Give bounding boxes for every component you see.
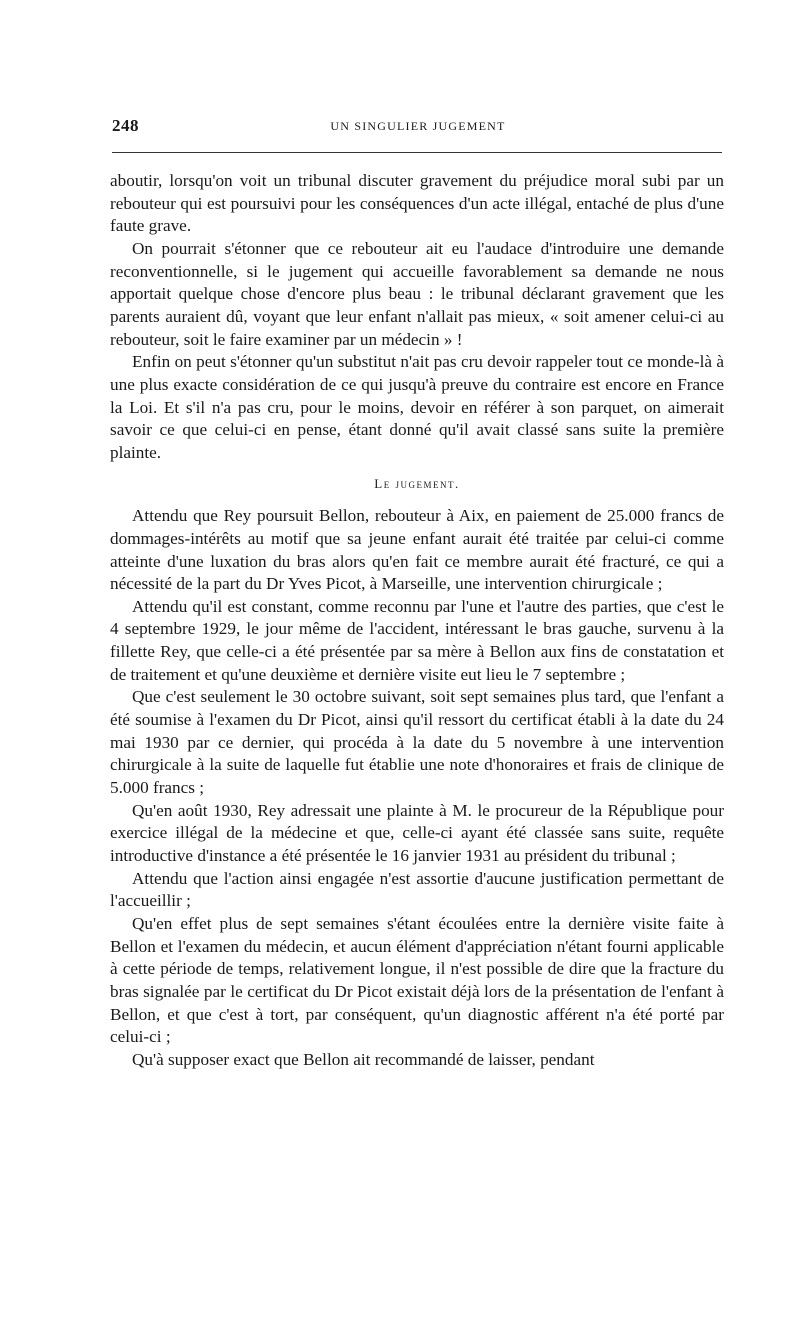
paragraph: Enfin on peut s'étonner qu'un substitut n'ait pas cru devoir rappeler tout ce monde-là à une plus exacte considération de ce qui jusqu'à preuve du contraire est encore en France la Loi. Et s'il n'a pas cru, pour le moins, devoir en référer à son parquet, on aimerait savoir ce que celui-ci en pense, étant donné qu'il avait classé sans suite la première plainte.: [110, 352, 724, 462]
section-heading: Le jugement.: [374, 475, 460, 491]
paragraph: Qu'en août 1930, Rey adressait une plainte à M. le procureur de la République pour exercice illégal de la médecine et que, celle-ci ayant été classée sans suite, requête introductive d'instance a été présentée le 16 janvier 1931 au président du tribunal ;: [110, 800, 724, 866]
paragraph: Qu'en effet plus de sept semaines s'étant écoulées entre la dernière visite faite à Bellon et l'examen du médecin, et aucun élément d'appréciation n'étant fourni applicable à cette période de temps, relativement longue, il n'est possible de dire que la fracture du bras signalée par le certificat du Dr Picot existait déjà lors de la présentation de l'enfant à Bellon, et que c'est à tort, par conséquent, qu'un diagnostic afférent n'a été porté par celui-ci ;: [110, 914, 724, 1047]
paragraph: Attendu que Rey poursuit Bellon, rebouteur à Aix, en paiement de 25.000 francs de dommages-intérêts au motif que sa jeune enfant aurait été traitée par celui-ci comme atteinte d'une luxation du bras alors qu'en fait ce membre aurait été fracturé, ce qui a nécessité de la part du Dr Yves Picot, à Marseille, une intervention chirurgicale ;: [110, 506, 724, 594]
paragraph: On pourrait s'étonner que ce rebouteur ait eu l'audace d'introduire une demande reconventionnelle, si le jugement qui accueille favorablement sa demande ne nous apportait quelque chose d'encore plus beau : le tribunal déclarant gravement que les parents auraient dû, voyant que leur enfant n'allait pas mieux, « soit amener celui-ci au rebouteur, soit le faire examiner par un médecin » !: [110, 238, 724, 349]
paragraph: aboutir, lorsqu'on voit un tribunal discuter gravement du préjudice moral subi par un rebouteur qui est poursuivi pour les conséquences d'un acte illégal, entaché de plus d'une faute grave.: [110, 171, 724, 236]
header-rule: [112, 152, 722, 153]
paragraph: Attendu que l'action ainsi engagée n'est assortie d'aucune justification permettant de l'accueillir ;: [110, 868, 724, 911]
paragraph: Qu'à supposer exact que Bellon ait recommandé de laisser, pendant: [132, 1049, 595, 1069]
running-title: UN SINGULIER JUGEMENT: [330, 119, 506, 133]
body-text: [110, 170, 724, 1072]
paragraph: Attendu qu'il est constant, comme reconnu par l'une et l'autre des parties, que c'est le 4 septembre 1929, le jour même de l'accident, intéressant le bras gauche, survenu à la fillette Rey, que celle-ci a été présentée par sa mère à Bellon aux fins de constatation et de traitement et qu'une deuxième et dernière visite eut lieu le 7 septembre ;: [110, 596, 724, 684]
page-header: [112, 116, 724, 140]
page-number: 248: [112, 116, 139, 135]
paragraph: Que c'est seulement le 30 octobre suivant, soit sept semaines plus tard, que l'enfant a été soumise à l'examen du Dr Picot, ainsi qu'il ressort du certificat établi à la date du 24 mai 1930 par ce dernier, qui procéda à la date du 5 novembre à une intervention chirurgicale à la suite de laquelle fut établie une note d'honoraires et frais de clinique de 5.000 francs ;: [110, 687, 724, 798]
